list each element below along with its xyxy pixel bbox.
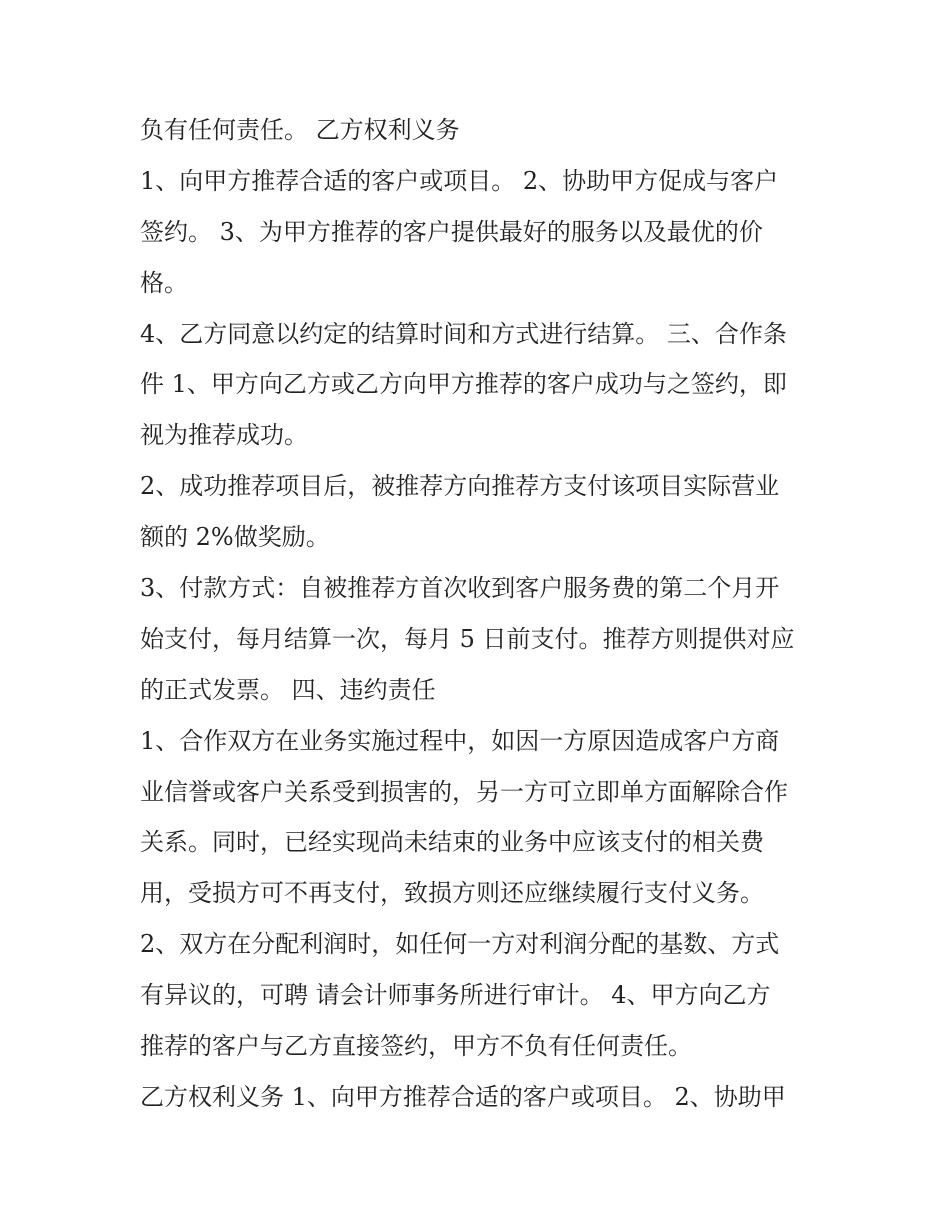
text-line: 乙方权利义务 1、向甲方推荐合适的客户或项目。 2、协助甲 xyxy=(140,1082,786,1111)
text-line: 用，受损方可不再支付，致损方则还应继续履行支付义务。 xyxy=(140,879,764,908)
text-line: 的正式发票。 四、违约责任 xyxy=(140,675,436,704)
text-line: 2、双方在分配利润时，如任何一方对利润分配的基数、方式 xyxy=(140,930,780,959)
text-line: 签约。 3、为甲方推荐的客户提供最好的服务以及最优的价 xyxy=(140,217,763,246)
text-line: 4、乙方同意以约定的结算时间和方式进行结算。 三、合作条 xyxy=(140,319,787,348)
text-line: 业信誉或客户关系受到损害的，另一方可立即单方面解除合作 xyxy=(140,777,788,806)
text-line: 额的 2%做奖励。 xyxy=(140,523,330,552)
text-line: 1、向甲方推荐合适的客户或项目。 2、协助甲方促成与客户 xyxy=(140,166,779,195)
document-body xyxy=(140,105,820,1123)
text-line: 格。 xyxy=(140,268,188,297)
text-line: 2、成功推荐项目后，被推荐方向推荐方支付该项目实际营业 xyxy=(140,472,780,501)
text-line: 推荐的客户与乙方直接签约，甲方不负有任何责任。 xyxy=(140,1032,692,1061)
text-line: 始支付，每月结算一次，每月 5 日前支付。推荐方则提供对应 xyxy=(140,624,795,653)
text-line: 件 1、甲方向乙方或乙方向甲方推荐的客户成功与之签约，即 xyxy=(140,370,787,399)
text-line: 有异议的，可聘 请会计师事务所进行审计。 4、甲方向乙方 xyxy=(140,981,771,1010)
text-line: 3、付款方式：自被推荐方首次收到客户服务费的第二个月开 xyxy=(140,574,780,603)
text-line: 关系。同时，已经实现尚未结束的业务中应该支付的相关费 xyxy=(140,828,764,857)
text-line: 视为推荐成功。 xyxy=(140,421,308,450)
text-line: 负有任何责任。 乙方权利义务 xyxy=(140,116,460,144)
text-line: 1、合作双方在业务实施过程中，如因一方原因造成客户方商 xyxy=(140,726,780,755)
